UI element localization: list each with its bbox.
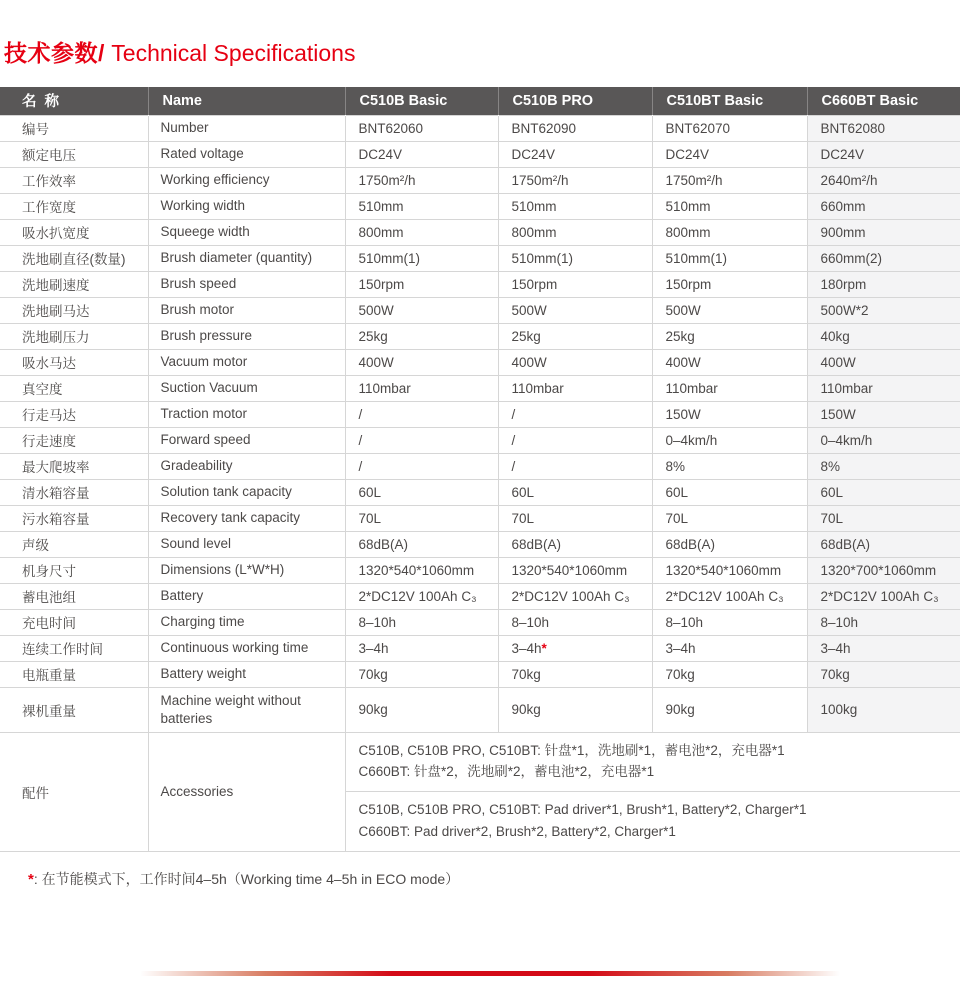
row-label-cn: 最大爬坡率 — [0, 453, 148, 479]
row-label-cn: 真空度 — [0, 375, 148, 401]
row-label-en: Rated voltage — [148, 141, 345, 167]
row-label-cn: 清水箱容量 — [0, 479, 148, 505]
table-row — [0, 193, 960, 219]
row-label-en: Continuous working time — [148, 635, 345, 661]
spec-value: 70kg — [498, 661, 652, 687]
spec-value: / — [498, 427, 652, 453]
row-label-en: Battery — [148, 583, 345, 609]
spec-value: 60L — [345, 479, 498, 505]
header-name-en: Name — [148, 87, 345, 115]
row-label-cn: 充电时间 — [0, 609, 148, 635]
value-footnote-star: * — [541, 640, 547, 656]
spec-value: 100kg — [807, 687, 960, 732]
row-label-cn: 洗地刷马达 — [0, 297, 148, 323]
spec-value: 2640m²/h — [807, 167, 960, 193]
table-row — [0, 349, 960, 375]
spec-value: 68dB(A) — [498, 531, 652, 557]
row-label-cn: 行走马达 — [0, 401, 148, 427]
spec-value: BNT62060 — [345, 115, 498, 141]
row-label-cn: 工作效率 — [0, 167, 148, 193]
spec-value: 510mm(1) — [345, 245, 498, 271]
spec-value: 1320*540*1060mm — [345, 557, 498, 583]
spec-value: 2*DC12V 100Ah C₃ — [652, 583, 807, 609]
row-label-en: Suction Vacuum — [148, 375, 345, 401]
spec-value: 2*DC12V 100Ah C₃ — [807, 583, 960, 609]
table-row — [0, 635, 960, 661]
spec-value: 90kg — [498, 687, 652, 732]
spec-value: 8–10h — [498, 609, 652, 635]
table-row-accessories — [0, 732, 960, 851]
spec-value: 1320*540*1060mm — [652, 557, 807, 583]
accessories-en-line2: C660BT: Pad driver*2, Brush*2, Battery*2, Charger*1 — [358, 824, 676, 840]
row-label-en: Squeege width — [148, 219, 345, 245]
accessories-label-cn: 配件 — [0, 732, 148, 851]
table-row — [0, 531, 960, 557]
spec-value: 1750m²/h — [652, 167, 807, 193]
row-label-cn: 蓄电池组 — [0, 583, 148, 609]
spec-value: 90kg — [652, 687, 807, 732]
row-label-cn: 吸水扒宽度 — [0, 219, 148, 245]
bottom-accent-bar — [140, 971, 840, 976]
table-row — [0, 271, 960, 297]
spec-value: 8–10h — [652, 609, 807, 635]
spec-value: 660mm — [807, 193, 960, 219]
table-row — [0, 557, 960, 583]
spec-value: 800mm — [498, 219, 652, 245]
row-label-en: Working width — [148, 193, 345, 219]
spec-value: 70L — [652, 505, 807, 531]
spec-value: 68dB(A) — [345, 531, 498, 557]
footnote-star: * — [28, 870, 34, 888]
spec-value: 800mm — [652, 219, 807, 245]
row-label-en: Battery weight — [148, 661, 345, 687]
footnote-text: : 在节能模式下，工作时间4–5h（Working time 4–5h in ECO mode） — [33, 870, 460, 887]
spec-value: 110mbar — [498, 375, 652, 401]
spec-table-header — [0, 87, 960, 115]
spec-value: 510mm — [652, 193, 807, 219]
table-row — [0, 583, 960, 609]
spec-value: 400W — [345, 349, 498, 375]
row-label-en: Working efficiency — [148, 167, 345, 193]
header-model-c510b-pro: C510B PRO — [498, 87, 652, 115]
spec-value: DC24V — [345, 141, 498, 167]
table-row — [0, 453, 960, 479]
spec-value: 25kg — [652, 323, 807, 349]
spec-value: 70kg — [345, 661, 498, 687]
spec-value: 150W — [652, 401, 807, 427]
row-label-cn: 编号 — [0, 115, 148, 141]
row-label-en: Number — [148, 115, 345, 141]
spec-value: 60L — [652, 479, 807, 505]
row-label-cn: 额定电压 — [0, 141, 148, 167]
row-label-en: Gradeability — [148, 453, 345, 479]
table-row — [0, 297, 960, 323]
spec-value: 3–4h — [345, 635, 498, 661]
spec-value: 70L — [498, 505, 652, 531]
spec-value: 3–4h* — [498, 635, 652, 661]
spec-value: 510mm(1) — [652, 245, 807, 271]
spec-value: 90kg — [345, 687, 498, 732]
row-label-en: Machine weight without batteries — [148, 687, 345, 732]
page-title-en: Technical Specifications — [104, 40, 356, 66]
spec-value: 150rpm — [498, 271, 652, 297]
row-label-en: Charging time — [148, 609, 345, 635]
row-label-cn: 机身尺寸 — [0, 557, 148, 583]
spec-value: 110mbar — [652, 375, 807, 401]
row-label-en: Brush diameter (quantity) — [148, 245, 345, 271]
spec-value: 1750m²/h — [345, 167, 498, 193]
row-label-cn: 声级 — [0, 531, 148, 557]
spec-value: 70L — [345, 505, 498, 531]
row-label-en: Brush pressure — [148, 323, 345, 349]
spec-value: 400W — [652, 349, 807, 375]
spec-value: 500W*2 — [807, 297, 960, 323]
spec-value: 70kg — [652, 661, 807, 687]
spec-value: DC24V — [498, 141, 652, 167]
spec-value: 900mm — [807, 219, 960, 245]
spec-value: 510mm — [498, 193, 652, 219]
row-label-cn: 污水箱容量 — [0, 505, 148, 531]
spec-value: BNT62080 — [807, 115, 960, 141]
spec-value: 8–10h — [807, 609, 960, 635]
spec-value: 1750m²/h — [498, 167, 652, 193]
accessories-values — [345, 732, 960, 851]
spec-value: DC24V — [652, 141, 807, 167]
table-row — [0, 245, 960, 271]
header-row — [0, 87, 960, 115]
spec-value: / — [345, 401, 498, 427]
spec-value: 180rpm — [807, 271, 960, 297]
row-label-cn: 连续工作时间 — [0, 635, 148, 661]
spec-value: 150rpm — [345, 271, 498, 297]
spec-value: 510mm — [345, 193, 498, 219]
spec-value: 60L — [807, 479, 960, 505]
row-label-en: Recovery tank capacity — [148, 505, 345, 531]
spec-value: / — [498, 453, 652, 479]
spec-value: 110mbar — [345, 375, 498, 401]
table-row — [0, 505, 960, 531]
spec-value: 660mm(2) — [807, 245, 960, 271]
table-row — [0, 141, 960, 167]
header-model-c510bt-basic: C510BT Basic — [652, 87, 807, 115]
spec-value: 510mm(1) — [498, 245, 652, 271]
spec-value: 25kg — [498, 323, 652, 349]
row-label-cn: 工作宽度 — [0, 193, 148, 219]
spec-value: 8% — [652, 453, 807, 479]
spec-value: 1320*700*1060mm — [807, 557, 960, 583]
row-label-cn: 洗地刷直径(数量) — [0, 245, 148, 271]
row-label-en: Sound level — [148, 531, 345, 557]
row-label-cn: 洗地刷压力 — [0, 323, 148, 349]
table-row — [0, 219, 960, 245]
spec-value: 3–4h — [807, 635, 960, 661]
spec-value: 68dB(A) — [807, 531, 960, 557]
row-label-cn: 行走速度 — [0, 427, 148, 453]
accessories-en-block — [346, 792, 960, 851]
row-label-en: Forward speed — [148, 427, 345, 453]
spec-value: 400W — [807, 349, 960, 375]
spec-value: 0–4km/h — [807, 427, 960, 453]
spec-value: 3–4h — [652, 635, 807, 661]
spec-value: 8% — [807, 453, 960, 479]
spec-value: 70kg — [807, 661, 960, 687]
spec-value: 40kg — [807, 323, 960, 349]
header-model-c510b-basic: C510B Basic — [345, 87, 498, 115]
row-label-en: Vacuum motor — [148, 349, 345, 375]
spec-value: / — [498, 401, 652, 427]
accessories-en-line1: C510B, C510B PRO, C510BT: Pad driver*1, Brush*1, Battery*2, Charger*1 — [358, 802, 807, 818]
spec-value: / — [345, 427, 498, 453]
eco-mode-footnote — [28, 869, 960, 889]
spec-value: 500W — [652, 297, 807, 323]
page-title — [4, 40, 960, 66]
accessories-label-en: Accessories — [148, 732, 345, 851]
row-label-cn: 洗地刷速度 — [0, 271, 148, 297]
spec-value: 2*DC12V 100Ah C₃ — [498, 583, 652, 609]
table-row — [0, 687, 960, 732]
spec-value: 8–10h — [345, 609, 498, 635]
table-row — [0, 479, 960, 505]
spec-value: 2*DC12V 100Ah C₃ — [345, 583, 498, 609]
spec-value: 800mm — [345, 219, 498, 245]
spec-table-body — [0, 115, 960, 732]
row-label-en: Brush motor — [148, 297, 345, 323]
table-row — [0, 323, 960, 349]
spec-value: BNT62090 — [498, 115, 652, 141]
page-title-cn: 技术参数/ — [4, 40, 105, 66]
spec-value: 400W — [498, 349, 652, 375]
spec-value: / — [345, 453, 498, 479]
spec-value: 150rpm — [652, 271, 807, 297]
row-label-cn: 电瓶重量 — [0, 661, 148, 687]
spec-value: 25kg — [345, 323, 498, 349]
table-row — [0, 401, 960, 427]
table-row — [0, 115, 960, 141]
spec-value: 500W — [498, 297, 652, 323]
table-row — [0, 427, 960, 453]
row-label-en: Dimensions (L*W*H) — [148, 557, 345, 583]
table-row — [0, 167, 960, 193]
spec-value: DC24V — [807, 141, 960, 167]
spec-value: 60L — [498, 479, 652, 505]
spec-value: 68dB(A) — [652, 531, 807, 557]
spec-value: BNT62070 — [652, 115, 807, 141]
row-label-en: Traction motor — [148, 401, 345, 427]
accessories-section — [0, 732, 960, 851]
accessories-cn-block — [346, 733, 960, 793]
accessories-cn-line1: C510B, C510B PRO, C510BT: 针盘*1，洗地刷*1，蓄电池*2，充电器*1 — [358, 742, 785, 758]
spec-value: 110mbar — [807, 375, 960, 401]
spec-value: 150W — [807, 401, 960, 427]
header-name-cn: 名 称 — [0, 87, 148, 115]
spec-value: 0–4km/h — [652, 427, 807, 453]
header-model-c660bt-basic: C660BT Basic — [807, 87, 960, 115]
table-row — [0, 375, 960, 401]
row-label-en: Brush speed — [148, 271, 345, 297]
spec-table — [0, 87, 960, 852]
spec-value: 500W — [345, 297, 498, 323]
spec-value: 1320*540*1060mm — [498, 557, 652, 583]
table-row — [0, 661, 960, 687]
spec-value: 70L — [807, 505, 960, 531]
row-label-en: Solution tank capacity — [148, 479, 345, 505]
row-label-cn: 裸机重量 — [0, 687, 148, 732]
table-row — [0, 609, 960, 635]
row-label-cn: 吸水马达 — [0, 349, 148, 375]
accessories-cn-line2: C660BT: 针盘*2，洗地刷*2，蓄电池*2，充电器*1 — [358, 764, 655, 780]
